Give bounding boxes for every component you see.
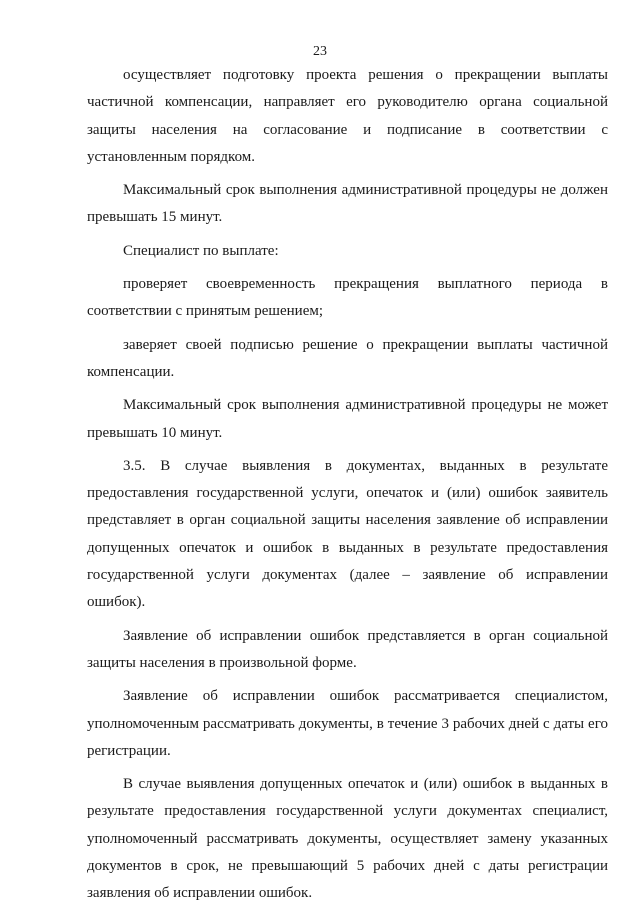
paragraph-document-replacement: В случае выявления допущенных опечаток и (или) ошибок в выданных в результате предоставления государственной услуги документах специалист, уполномоченный рассматривать документы, осуществляет замену указанных документов в срок, не превышающий 5 рабочих дней с даты регистрации заявления об исправлении ошибок. [87, 776, 608, 902]
paragraph-error-application-form: Заявление об исправлении ошибок представляется в орган социальной защиты населения в произвольной форме. [87, 627, 608, 671]
paragraph-checks-timeliness: проверяет своевременность прекращения выплатного периода в соответствии с принятым решением; [87, 276, 608, 320]
paragraph-max-time-15: Максимальный срок выполнения административной процедуры не должен превышать 15 минут. [87, 182, 608, 226]
paragraph-decision-preparation: осуществляет подготовку проекта решения о прекращении выплаты частичной компенсации, направляет его руководителю органа социальной защиты населения на согласование и подписание в соответствии с установленным порядком. [87, 67, 608, 165]
paragraph-max-time-10: Максимальный срок выполнения административной процедуры не может превышать 10 минут. [87, 397, 608, 441]
paragraph-certifies-signature: заверяет своей подписью решение о прекращении выплаты частичной компенсации. [87, 336, 608, 380]
page-number: 23 [313, 44, 327, 59]
paragraph-payment-specialist: Специалист по выплате: [123, 242, 279, 259]
document-body [87, 62, 608, 914]
paragraph-section-3-5: 3.5. В случае выявления в документах, выданных в результате предоставления государственной услуги, опечаток и (или) ошибок заявитель представляет в орган социальной защиты населения заявление об исправлении допущенных опечаток и ошибок в выданных в результате предоставления государственной услуги документах (далее – заявление об исправлении ошибок). [87, 457, 608, 611]
paragraph-error-application-review: Заявление об исправлении ошибок рассматривается специалистом, уполномоченным рассматривать документы, в течение 3 рабочих дней с даты его регистрации. [87, 688, 608, 759]
